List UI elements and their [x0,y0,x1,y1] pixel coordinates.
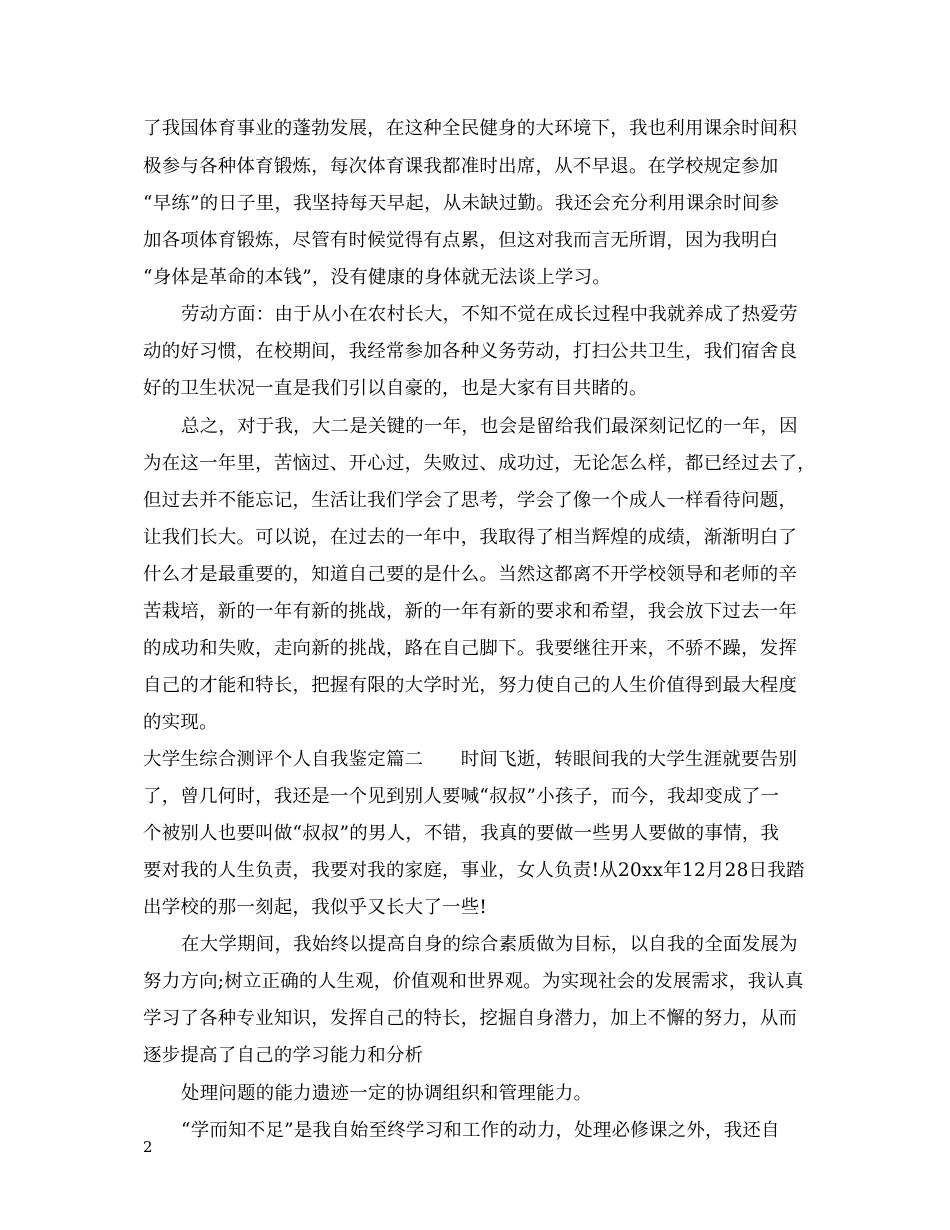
text-line: 劳动方面：由于从小在农村长大，不知不觉在成长过程中我就养成了热爱劳 [181,304,798,325]
text-line: “学而知不足”是我自始至终学习和工作的动力，处理必修课之外，我还自 [181,1120,780,1141]
section-heading-line: 大学生综合测评个人自我鉴定篇二 时间飞逝，转眼间我的大学生涯就要告别 [143,749,798,770]
text-line: 加各项体育锻炼，尽管有时候觉得有点累，但这对我而言无所谓，因为我明白 [143,230,779,251]
text-line: 个被别人也要叫做“叔叔”的男人，不错，我真的要做一些男人要做的事情，我 [143,823,780,844]
text-line: 的成功和失败，走向新的挑战，路在自己脚下。我要继往开来，不骄不躁，发挥 [143,638,798,659]
text-line: 动的好习惯，在校期间，我经常参加各种义务劳动，打扫公共卫生，我们宿舍良 [143,341,798,362]
text-line: 了，曾几何时，我还是一个见到别人要喊“叔叔”小孩子，而今，我却变成了一 [143,786,780,807]
text-line: 什么才是最重要的，知道自己要的是什么。当然这都离不开学校领导和老师的辛 [143,564,798,585]
text-line: 极参与各种体育锻炼，每次体育课我都准时出席，从不早退。在学校规定参加 [143,156,779,177]
text-line: 但过去并不能忘记，生活让我们学会了思考，学会了像一个成人一样看待问题， [143,490,798,511]
text-line: “身体是革命的本钱”，没有健康的身体就无法谈上学习。 [143,267,611,288]
text-line: “早练”的日子里，我坚持每天早起，从未缺过勤。我还会充分利用课余时间参 [143,193,780,214]
text-line: 要对我的人生负责，我要对我的家庭，事业，女人负责!从20xx年12月28日我踏 [143,860,805,881]
page-number: 2 [143,1138,153,1156]
text-line: 逐步提高了自己的学习能力和分析 [143,1045,424,1066]
text-line: 苦栽培，新的一年有新的挑战，新的一年有新的要求和希望，我会放下过去一年 [143,601,798,622]
text-line: 在大学期间，我始终以提高自身的综合素质做为目标，以自我的全面发展为 [181,934,798,955]
text-line: 了我国体育事业的蓬勃发展，在这种全民健身的大环境下，我也利用课余时间积 [143,118,798,139]
text-line: 为在这一年里，苦恼过、开心过，失败过、成功过，无论怎么样，都已经过去了， [143,453,816,474]
text-line: 的实现。 [143,712,218,733]
text-line: 努力方向;树立正确的人生观，价值观和世界观。为实现社会的发展需求，我认真 [143,971,804,992]
text-line: 学习了各种专业知识，发挥自己的特长，挖掘自身潜力，加上不懈的努力，从而 [143,1008,798,1029]
text-line: 自己的才能和特长，把握有限的大学时光，努力使自己的人生价值得到最大程度 [143,675,798,696]
text-line: 好的卫生状况一直是我们引以自豪的，也是大家有目共睹的。 [143,378,648,399]
text-line: 处理问题的能力遗迹一定的协调组织和管理能力。 [181,1083,593,1104]
text-line: 让我们长大。可以说，在过去的一年中，我取得了相当辉煌的成绩，渐渐明白了 [143,527,798,548]
text-line: 出学校的那一刻起，我似乎又长大了一些! [143,897,488,918]
text-line: 总之，对于我，大二是关键的一年，也会是留给我们最深刻记忆的一年，因 [181,416,798,437]
